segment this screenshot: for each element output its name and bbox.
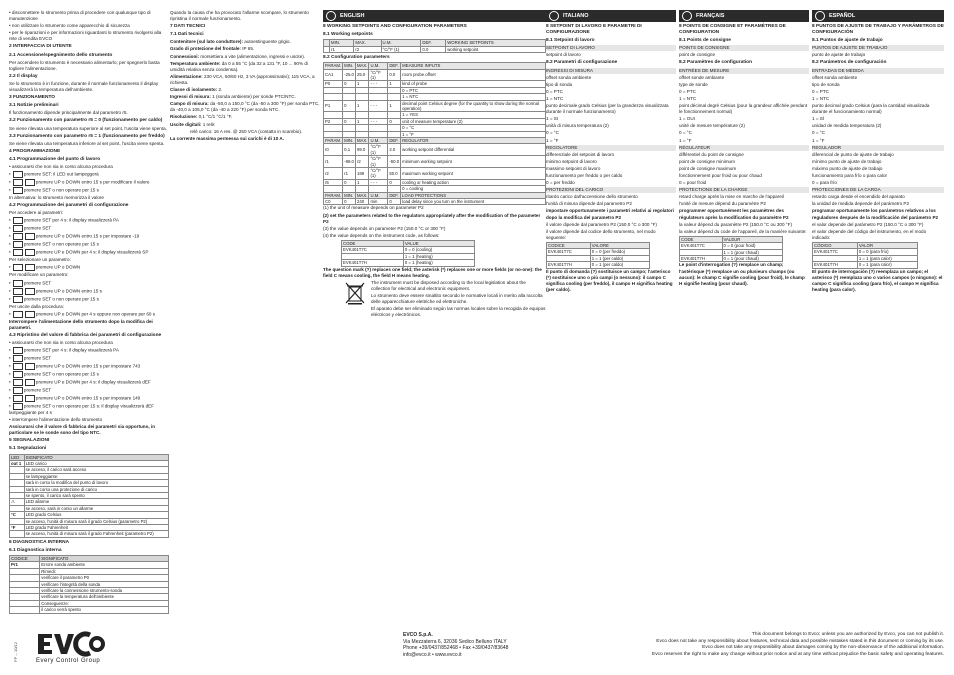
line: 1 = SI	[546, 116, 559, 122]
table-row: Conseguenze:	[10, 600, 169, 606]
list-item: • premere UP o DOWN entro 15 s per impostare 743	[9, 363, 141, 369]
subsection-heading: 4.1 Programmazione del punto di lavoro	[9, 156, 101, 162]
line: offset sonda ambiente	[546, 74, 592, 80]
section-heading: 8 POINTS DE CONSIGNE ET PARAMÈTRES DE CONFIGURATION	[679, 24, 786, 36]
warning-text: Assicurarsi che il valore di fabbrica dei parametri sia opportuno, in particolare se le sonde sono del tipo NTC.	[9, 424, 156, 436]
subsection-heading: 7.1 Dati tecnici	[170, 32, 204, 38]
table-row: verificare l'integrità della sonda	[10, 581, 169, 587]
note: il valore dipende dal codice dello strumento, nel modo seguente:	[546, 228, 656, 240]
table-row: EVK401T7C 0 = 0 (pour froid)	[680, 243, 783, 249]
document-code: FP -- 10/12	[13, 642, 18, 662]
spec-item: Connessioni: morsettiera a vite (alimentazione, ingressi e uscite).	[170, 53, 306, 59]
column-italian-part1	[9, 10, 169, 613]
list-item: • premere SET per 4 s: il display visualizzerà PA	[9, 347, 119, 353]
code-table: CODE VALUE EVK401T7C 0 = 0 (cooling) 1 = 1 (heating) EVK401T7H 0 = 1 (heating)	[341, 240, 475, 267]
line: type de sonde	[679, 81, 708, 87]
table-row: verificare la temperatura dell'ambiente	[10, 594, 169, 600]
line: ENTRADAS DE MEDIDA	[812, 68, 944, 74]
table-row: 1 = 1 (heating)	[342, 253, 475, 259]
line: 1 = °F	[546, 137, 559, 143]
signals-table	[9, 454, 169, 538]
note: impostare opportunamente i parametri relativi ai regolatori dopo la modifica del parametro P2	[546, 208, 674, 220]
line: máximo punto de ajuste de trabajo	[812, 165, 883, 171]
weee-text: The instrument must be disposed according to the local legislation about the collection for electrical and electronic equipment.	[371, 279, 526, 291]
subsection-heading: 3.2 Funzionamento con parametro r5 = 0 (funzionamento per caldo)	[9, 118, 163, 124]
spec-item: Risoluzione: 0,1 °C/1 °C/1 °F.	[170, 114, 233, 120]
bullet: • per le riparazioni e per informazioni riguardanti lo strumento rivolgersi alla rete di vendita EVCO	[9, 30, 162, 42]
table-row: il carico verrà spento	[10, 607, 169, 613]
weee-text-es: El aparato debe ser eliminado según las normas locales sobre la recogida de equipos eléctricos y electrónicos.	[371, 306, 546, 318]
parameters-table: PARAM. MIN. MAX. U.M. DEF. MEASURE INPUTS CA1 -25.0 25.0 °C/°F (1) 0.0 room probe offset P0 0 1 - - - 1 kind of probe 0 = PTC 1 = NTC P1 0 1 - - - 1 decimal point Celsius degree (for the quantity to show during the normal operation) 1 = YES P2 0 1 - - - 0 unit of measure temperature (2) 0 = °C 1 = °F PARAM. MIN. MAX. U.M. DEF. REGULATOR r0 0.1 99.0 °C/°F (1) 2.0 working setpoint differential r1 -99.0 r2 °C/°F (1) -50.0 minimum working setpoint r2 r1 199 °C/°F (1) 50.0 maximum working setpoint r5 0 1 - - - 0 cooling or heating action 0 = cooling PARAM. MIN. MAX. U.M. DEF. LOAD PROTECTIONS C0 0 240 min 0 load delay since you turn on the instrument	[323, 62, 546, 205]
alarm-icon: ⚠	[10, 499, 25, 505]
list-item: Per accedere ai parametri:	[9, 210, 64, 216]
code-table: CODE VALEUR EVK401T7C 0 = 0 (pour froid) 1 = 1 (pour chaud) EVK401T7H 0 = 1 (pour chaud)	[679, 236, 783, 263]
spec-item: Grado di protezione del frontale: IP 65.	[170, 46, 255, 52]
lines-block	[679, 68, 809, 201]
note: el valor depende del parámetro P2 (150.0 °C o 300 °F)	[812, 221, 924, 227]
subsection-heading: 6.1 Diagnostica interna	[9, 547, 62, 553]
subsection-heading: 4.3 Ripristino del valore di fabbrica dei parametri di configurazione	[9, 332, 162, 338]
down-button-icon	[25, 249, 35, 256]
table-header: LED	[10, 454, 25, 460]
note-bold: El punto de interrogación (?) reemplaza un campo; el asterisco (*) reemplaza uno o varios campos (o ninguno): el campo C significa cooling (para frío), el campo H significa heating (para calor).	[812, 268, 943, 292]
line: unidad de medida temperatura (2)	[812, 123, 882, 129]
line: POINTS DE CONSIGNE	[679, 45, 809, 51]
paragraph: Quando la causa che ha provocato l'allarme scompare, lo strumento ripristina il normale funzionamento.	[170, 10, 309, 22]
spec-item: Ingressi di misura: 1 (sonda ambiente) per sonde PTC/NTC.	[170, 94, 296, 100]
up-button-icon	[13, 363, 23, 370]
flag-icon	[549, 11, 559, 21]
table-row: 1 = NTC	[324, 94, 546, 100]
note: la unidad de medida depende del parámetro P2	[812, 201, 910, 207]
line: 0 = para frío	[812, 180, 837, 186]
down-button-icon	[25, 264, 35, 271]
note: la valeur dépend du code de l'appareil, de la manière suivante:	[679, 228, 807, 234]
up-button-icon	[13, 249, 23, 256]
company-address: Via Mezzaterra 6, 32036 Sedico Belluno ITALY	[403, 638, 507, 645]
bullets-top	[9, 10, 169, 42]
line: 1 = NTC	[812, 95, 830, 101]
list-item: • premere UP o DOWN entro 15 s	[9, 288, 102, 294]
line: tipo de sonda	[812, 81, 840, 87]
line: punto de ajuste de trabajo	[812, 52, 866, 58]
up-button-icon	[13, 233, 23, 240]
table-row: se acceso, sarà in corso un allarme	[10, 505, 169, 511]
set-button-icon	[13, 355, 23, 362]
list-item: • premere SET o non operare per 15 s	[9, 242, 99, 248]
set-button-icon	[13, 171, 23, 178]
down-button-icon	[25, 395, 35, 402]
list-item: Per selezionare un parametro:	[9, 257, 71, 263]
note-bold: Le point d'interrogation (?) remplace un champ; l'astérisque (*) remplace un ou plusieurs champs (ou aucun): le champ C signifie cooling (pour froid), le champ H signifie heating (pour chaud).	[679, 262, 805, 286]
note: programmer opportunément les paramètres des régulateurs après la modification du paramètre P2	[679, 208, 789, 220]
line: 0 = PTC	[812, 88, 829, 94]
spec-list	[170, 39, 320, 134]
line: REGULADOR	[812, 145, 944, 151]
list-item: • premere UP o DOWN entro 15 s per impostare 149	[9, 395, 141, 401]
table-row: se spento, il carico sarà spento	[10, 493, 169, 499]
disclaimer	[584, 632, 944, 658]
flag-icon	[326, 11, 336, 21]
line: PROTECCIONES DE LA CARGA	[812, 187, 944, 193]
section-heading: 8 SETPOINT DI LAVORO E PARAMETRI DI CONFIGURAZIONE	[546, 24, 642, 36]
paragraph: Se lo strumento è in funzione, durante il normale funzionamento il display visualizzerà la temperatura dell'ambiente.	[9, 80, 159, 93]
table-row: CA1 -25.0 25.0 °C/°F (1) 0.0 room probe offset	[324, 69, 546, 81]
set-button-icon	[13, 347, 23, 354]
line: mínimo punto de ajuste de trabajo	[812, 158, 882, 164]
line: unità di misura temperatura (2)	[546, 123, 609, 129]
table-row: 1 = 1 (per caldo)	[547, 255, 650, 261]
table-row: r2 r1 199 °C/°F (1) 50.0 maximum working setpoint	[324, 168, 546, 180]
list-item: Per uscire dalla procedura:	[9, 303, 64, 309]
line: 0 = °C	[546, 130, 559, 136]
line: différentiel du point de consigne	[679, 151, 744, 157]
set-button-icon	[13, 403, 23, 410]
subsection-heading: 2.1 Accensione/spegnimento dello strumento	[9, 52, 113, 58]
paragraph: Il funzionamento dipende principalmente dal parametro r5.	[9, 110, 128, 116]
table-row: EVK401T7H 0 = 1 (heating)	[342, 260, 475, 266]
bullet: • disconnettere lo strumento prima di procedere con qualunque tipo di manutenzione	[9, 10, 151, 22]
table-row: r0 0.1 99.0 °C/°F (1) 2.0 working setpoint differential	[324, 144, 546, 156]
subsection-heading: 8.1 Puntos de ajuste de trabajo	[812, 38, 883, 44]
table-row: 0 = PTC	[324, 87, 546, 93]
section-heading: 4 PROGRAMMAZIONE	[9, 148, 61, 154]
subsection-heading: 8.2 Parámetros de configuración	[812, 60, 887, 66]
table-row: se acceso, l'unità di misura sarà il grado Celsius (parametro P2)	[10, 518, 169, 524]
table-row: Pr1 Errore sonda ambiente	[10, 562, 169, 568]
list-item: • assicurarsi che non sia in corso alcuna procedura	[9, 339, 113, 345]
line: PROTEZIONI DEL CARICO	[546, 187, 676, 193]
line: ENTRÉES DE MESURE	[679, 68, 809, 74]
line: unité de mesure température (2)	[679, 123, 745, 129]
section-heading: 3 FUNZIONAMENTO	[9, 95, 56, 101]
list-item: • premere SET o non operare per 15 s: il display visualizzerà dEF lampeggiante per 4 s	[9, 403, 155, 415]
table-row: 0 = °C	[324, 125, 546, 131]
spec-item: Alimentazione: 230 VCA, 50/60 Hz, 3 VA (approssimativi); 115 VCA, a richiesta.	[170, 73, 315, 85]
table-row: ⚠ LED allarme	[10, 499, 169, 505]
line: 0 = PTC	[546, 88, 563, 94]
list-item: • premere SET	[9, 355, 52, 361]
table-row: °C LED grado Celsius	[10, 512, 169, 518]
down-button-icon	[25, 179, 35, 186]
weee-text-it: Lo strumento deve essere smaltito secondo le normative locali in merito alla raccolta delle apparecchiature elettriche ed elettroniche.	[371, 292, 543, 304]
down-button-icon	[25, 363, 35, 370]
line: 1 = OUI	[679, 116, 695, 122]
line: point de consigne maximum	[679, 165, 737, 171]
setpoints-table: MIN. MAX. U.M. DEF. WORKING SETPOINTS r1 r2 °C/°F (1) 0.0 working setpoint	[323, 39, 546, 53]
table-row: r5 0 1 - - - 0 cooling or heating action	[324, 179, 546, 185]
subsection-heading: 8.1 Setpoint di lavoro	[546, 38, 595, 44]
list-item: • premere UP o DOWN	[9, 265, 81, 271]
line: INGRESSI DI MISURA	[546, 68, 676, 74]
table-row: P0 0 1 - - - 1 kind of probe	[324, 81, 546, 87]
table-row: se acceso, il carico sarà acceso	[10, 467, 169, 473]
note: (4) the value depends on the instrument code, as follows:	[323, 232, 440, 238]
line: minimo setpoint di lavoro	[546, 158, 597, 164]
section-heading: 8 PUNTOS DE AJUSTE DE TRABAJO Y PARÁMETROS DE CONFIGURACIÓN	[812, 24, 944, 36]
table-row: P1 0 1 - - - 1 decimal point Celsius degree (for the quantity to show during the normal operation)	[324, 100, 546, 112]
table-row: 0 = cooling	[324, 186, 546, 192]
column-italian-part2	[170, 10, 320, 190]
up-button-icon	[13, 395, 23, 402]
up-button-icon	[13, 288, 23, 295]
note: (2) set the parameters related to the regulators appropriately after the modification of the parameter P2	[323, 212, 541, 224]
company-phone: Phone +39/0437/852468 • Fax +39/0437/83648	[403, 645, 509, 652]
list-item: • premere UP e DOWN per 4 s: il display visualizzerà dEF	[9, 379, 151, 385]
table-row: r1 -99.0 r2 °C/°F (1) -50.0 minimum working setpoint	[324, 156, 546, 168]
list-item: • premere UP e DOWN per 4 s: il display visualizzerà SP	[9, 250, 149, 256]
line: 0 = pour froid	[679, 180, 707, 186]
note: (3) the value depends on parameter P2 (150.0 °C or 300 °F)	[323, 225, 446, 231]
list-item: • premere SET per 4 s: il display visualizzerà PA	[9, 218, 119, 224]
table-row: 1 = YES	[324, 112, 546, 118]
line: retardo carga desde el encendido del aparato	[812, 194, 905, 200]
spec-item: Uscite digitali: 1 relè:	[170, 121, 216, 127]
section-heading: 5 SEGNALAZIONI	[9, 438, 50, 444]
table-row: 1 = 1 (pour chaud)	[680, 249, 783, 255]
line: 1 = NTC	[679, 95, 697, 101]
up-button-icon	[13, 311, 23, 318]
table-row: P2 0 1 - - - 0 unit of measure temperature (2)	[324, 118, 546, 124]
note-bold: Il punto di domanda (?) sostituisce un campo; l'asterisco (*) sostituisce uno o più campi (o nessuno): il campo C significa cooling (per freddo), il campo H significa heating (per caldo).	[546, 268, 673, 292]
note: (1) the unit of measure depends on parameter P2	[323, 205, 424, 211]
section-heading: 6 DIAGNOSTICA INTERNA	[9, 539, 70, 545]
line: funzionamento per freddo o per caldo	[546, 172, 623, 178]
down-button-icon	[25, 311, 35, 318]
spec-item: Temperatura ambiente: da 0 a 55 °C (da 32 a 131 °F, 10 ... 90% di umidità relativa senza condensa).	[170, 60, 308, 72]
set-button-icon	[13, 387, 23, 394]
line: SETPOINT DI LAVORO	[546, 45, 676, 51]
table-row: EVK401T7H 0 = 1 (pour chaud)	[680, 256, 783, 262]
list-item: • premere SET	[9, 387, 52, 393]
line: offset sonda ambiente	[812, 74, 858, 80]
line: point de consigne	[679, 52, 716, 58]
table-row: EVK401T7C 0 = 0 (para frío)	[813, 249, 918, 255]
list-item: • premere SET o non operare per 15 s	[9, 187, 99, 193]
language-header-espanol: ESPAÑOL	[812, 10, 944, 22]
set-button-icon	[13, 187, 23, 194]
table-row: se lampeggiante:	[10, 473, 169, 479]
company-web: info@evco.it • www.evco.it	[403, 651, 462, 658]
disclaimer-line: Evco does not take any responsibility about damages coming by the non-observance of the additional information.	[702, 645, 944, 651]
line: 1 = °F	[812, 137, 825, 143]
line: ritardo carico dall'accensione dello strumento	[546, 194, 638, 200]
paragraph: Se viene rilevata una temperatura inferiore al set point, l'uscita viene spenta.	[9, 140, 165, 146]
section-heading: 2 INTERFACCIA DI UTENTE	[9, 44, 72, 50]
column-espanol	[812, 10, 944, 330]
line: differenziale del setpoint di lavoro	[546, 151, 615, 157]
line: tipo di sonda	[546, 81, 573, 87]
line: setpoint di lavoro	[546, 52, 581, 58]
line: PUNTOS DE AJUSTE DE TRABAJO	[812, 45, 944, 51]
company-info	[403, 632, 508, 658]
line: 0 = per freddo	[546, 180, 575, 186]
down-button-icon	[25, 288, 35, 295]
line: diferencial de punto de ajuste de trabajo	[812, 151, 894, 157]
language-header-english: ENGLISH	[323, 10, 546, 22]
lines-block	[812, 68, 944, 201]
subsection-heading: 2.2 Il display	[9, 73, 38, 79]
table-row: EVK401T7H 0 = 1 (per caldo)	[547, 262, 650, 268]
line: 0 = PTC	[679, 88, 696, 94]
line: funcionamiento para frío o para calor	[812, 172, 888, 178]
table-row: C0 0 240 min 0 load delay since you turn on the instrument	[324, 199, 546, 205]
line: point de consigne minimum	[679, 158, 735, 164]
note: il valore dipende dal parametro P2 (150.0 °C o 300 °F)	[546, 221, 657, 227]
list-item: Per modificare un parametro:	[9, 272, 69, 278]
note: l'unité de mesure dépend du paramètre P2	[679, 201, 766, 207]
code-table: CÓDIGO VALOR EVK401T7C 0 = 0 (para frío) 1 = 1 (para calor) EVK401T7H 0 = 1 (para calor)	[812, 242, 918, 269]
subsection-heading: 3.3 Funzionamento con parametro r5 = 1 (funzionamento per freddo)	[9, 133, 165, 139]
section-heading: 8 WORKING SETPOINTS AND CONFIGURATION PARAMETERS	[323, 24, 467, 29]
subsection-heading: 8.1 Working setpoints	[323, 32, 373, 38]
subsection-heading: 8.2 Paramètres de configuration	[679, 60, 753, 66]
note: l'unità di misura dipende dal parametro P2	[546, 201, 632, 207]
note-bold: The question mark (?) replaces one field; the asterisk (*) replaces one or more fields (or no-one): the field C means cooling, the field H means heating.	[323, 266, 542, 278]
line: retard charge après la mise en marche de l'appareil	[679, 194, 784, 200]
list-42	[9, 210, 169, 317]
line: 0 = °C	[812, 130, 825, 136]
subsection-heading: 8.2 Parametri di configurazione	[546, 60, 618, 66]
line: offset sonde ambiante	[679, 74, 725, 80]
line: REGOLATORE	[546, 145, 676, 151]
list-item: In alternativa: lo strumento memorizza il valore	[9, 195, 104, 201]
disclaimer-line: Evco does not take any responsibility about features, technical data and possible mistakes stated in this document or coming by its use.	[656, 638, 944, 644]
company-name: EVCO S.p.A.	[403, 632, 433, 638]
column-italiano	[546, 10, 676, 340]
list-item: • premere SET: il LED out lampeggerà	[9, 171, 99, 177]
spec-item: relè carico: 16 A res. @ 250 VCA (contatto in scambio).	[190, 128, 303, 134]
line: 1 = °F	[679, 137, 692, 143]
column-francais	[679, 10, 809, 320]
line: 0 = °C	[679, 130, 692, 136]
table-row: out 1 LED carico	[10, 460, 169, 466]
list-item: • premere UP o DOWN entro 15 s per modificare il valore	[9, 179, 150, 185]
list-item: • premere SET	[9, 226, 52, 232]
flag-icon	[682, 11, 692, 21]
subsection-heading: 3.1 Notizie preliminari	[9, 103, 59, 109]
paragraph: Se viene rilevata una temperatura superiore al set point, l'uscita viene spenta.	[9, 125, 167, 131]
up-button-icon	[13, 179, 23, 186]
list-item: • premere SET	[9, 280, 52, 286]
line: PROTECTIONS DE LA CHARGE	[679, 187, 809, 193]
bullet: • non utilizzare lo strumento come apparecchio di sicurezza	[9, 23, 130, 29]
spec-item: Campo di misura: da -50,0 a 150,0 °C (da -50 a 300 °F) per sonda PTC, da -40,0 a 105,0 °C (da -40 a 220 °F) per sonda NTC.	[170, 101, 320, 113]
line: massimo setpoint di lavoro	[546, 165, 601, 171]
table-row: EVK401T7C 0 = 0 (per freddo)	[547, 249, 650, 255]
table-row: 1 = 1 (para calor)	[813, 255, 918, 261]
line: 1 = SÍ	[812, 116, 825, 122]
language-header-francais: FRANÇAIS	[679, 10, 809, 22]
set-button-icon	[13, 296, 23, 303]
lines-block	[546, 68, 676, 201]
set-button-icon	[13, 280, 23, 287]
line: punto decimale grado Celsius (per la grandezza visualizzata durante il normale funzionamento)	[546, 103, 669, 115]
table-row: sarà in corso la modifica del punto di lavoro	[10, 480, 169, 486]
list-item: • premere SET o non operare per 15 s	[9, 371, 99, 377]
up-button-icon	[13, 379, 23, 386]
line: fonctionnement pour froid ou pour chaud	[679, 172, 762, 178]
logo-tagline: Every Control Group	[36, 658, 101, 664]
subsection-heading: 5.1 Segnalazioni	[9, 446, 47, 452]
down-button-icon	[25, 233, 35, 240]
note: programar oportunamente los parámetros relativos a los reguladores después de la modificación del parámetro P2	[812, 208, 939, 220]
list-item: • premere SET o non operare per 15 s	[9, 296, 99, 302]
set-button-icon	[13, 241, 23, 248]
disclaimer-line: This document belongs to Evco; unless you are authorized by Evco, you can not publish it.	[752, 632, 944, 637]
diagnostics-table	[9, 555, 169, 614]
subsection-heading: 4.2 Programmazione dei parametri di configurazione	[9, 203, 129, 209]
spec-item: Contenitore (sul lato conduttore): autoestinguente grigio.	[170, 39, 291, 45]
table-row: °F LED grado Fahrenheit	[10, 525, 169, 531]
set-button-icon	[13, 225, 23, 232]
line: point décimal degré Celsius (pour la grandeur affichée pendant le fonctionnement normal)	[679, 103, 808, 115]
list-43	[9, 340, 169, 423]
line: RÉGULATEUR	[679, 145, 809, 151]
warning-text: Interrompere l'alimentazione dello strumento dopo la modifica dei parametri.	[9, 318, 153, 330]
set-button-icon	[13, 371, 23, 378]
table-header: CODICE	[10, 556, 40, 562]
up-button-icon	[13, 264, 23, 271]
set-button-icon	[13, 217, 23, 224]
table-header: SIGNIFICATO	[40, 556, 169, 562]
disclaimer-line: Evco reserves the right to make any change without prior notice and at any time without prejudice the basic safety and operating features.	[652, 651, 944, 657]
table-row: EVK401T7C 0 = 0 (cooling)	[342, 247, 475, 253]
max-current-note: La corrente massima permessa sui carichi è di 10 A.	[170, 135, 284, 141]
table-row: EVK401T7H 0 = 1 (para calor)	[813, 262, 918, 268]
spec-item: Classe di isolamento: 2.	[170, 87, 223, 93]
table-row: Rimedi:	[10, 568, 169, 574]
list-item: • premere UP o DOWN entro 15 s per impostare -19	[9, 234, 140, 240]
flag-icon	[815, 11, 825, 21]
notes	[323, 205, 546, 238]
table-row: se acceso, l'unità di misura sarà il grado Fahrenheit (parametro P2)	[10, 531, 169, 537]
line: punto decimal grado Celsius (para la cantidad visualizada durante el funcionamiento normal)	[812, 103, 930, 115]
table-row: sarà in corso una protezione di carico	[10, 486, 169, 492]
subsection-heading: 8.2 Configuration parameters	[323, 55, 390, 60]
subsection-heading: 8.1 Points de consigne	[679, 38, 731, 44]
list-item: • assicurarsi che non sia in corso alcuna procedura	[9, 163, 113, 169]
list-41	[9, 164, 169, 201]
list-item: • interrompere l'alimentazione dello strumento	[9, 417, 103, 423]
code-table: CODICE VALORE EVK401T7C 0 = 0 (per freddo) 1 = 1 (per caldo) EVK401T7H 0 = 1 (per caldo)	[546, 242, 650, 269]
table-row: r1 r2 °C/°F (1) 0.0 working setpoint	[324, 46, 546, 52]
table-header: SIGNIFICATO	[24, 454, 168, 460]
note: el valor depende del código del instrumento, en el modo indicado:	[812, 228, 927, 240]
section-heading: 7 DATI TECNICI	[170, 24, 206, 30]
weee-bin-icon	[344, 281, 366, 305]
table-row: verificare il parametro P0	[10, 575, 169, 581]
language-header-italiano: ITALIANO	[546, 10, 676, 22]
table-row: verificare la connessione strumento-sonda	[10, 588, 169, 594]
table-row: 1 = °F	[324, 131, 546, 137]
down-button-icon	[25, 379, 35, 386]
note: la valeur dépend du paramètre P2 (150.0 °C ou 300 °F)	[679, 221, 792, 227]
line: 1 = NTC	[546, 95, 564, 101]
list-item: • premere UP e DOWN per 4 s oppure non operare per 60 s	[9, 311, 156, 317]
paragraph: Per accendere lo strumento è necessario alimentarlo; per spegnerlo basta togliere l'alimentazione.	[9, 59, 160, 71]
